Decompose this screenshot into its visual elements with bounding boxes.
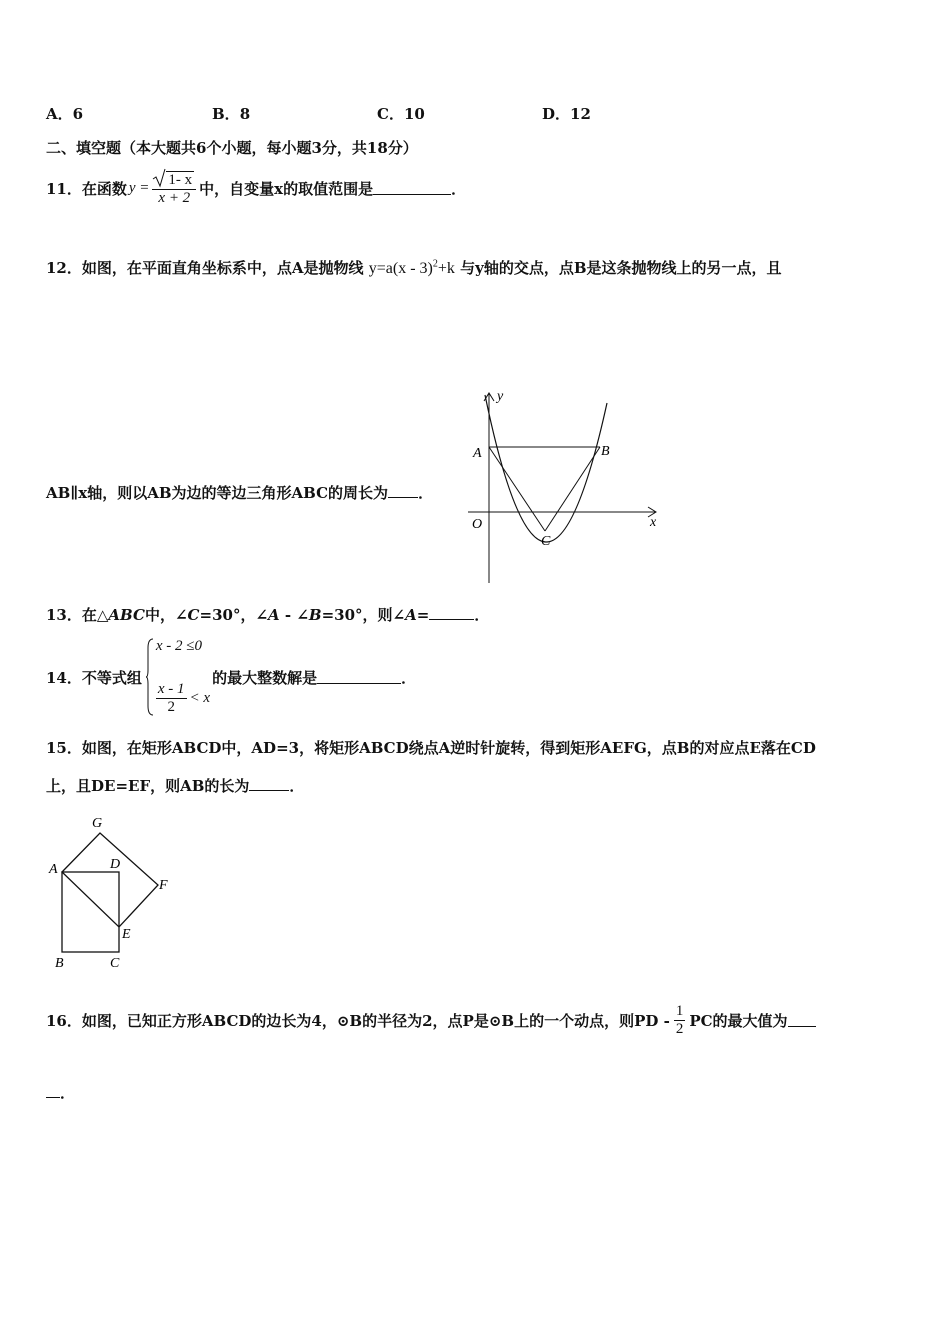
q14-row1: x - 2 ≤0 <box>155 638 203 654</box>
label-x: x <box>650 515 657 530</box>
label-g: G <box>92 816 103 831</box>
label-a: A <box>473 446 482 461</box>
q14-end: ． <box>401 668 417 687</box>
q16-frac-num: 1 <box>675 1002 684 1019</box>
question-15-line2 <box>46 775 304 796</box>
label-y: y <box>497 389 504 404</box>
q13-t2: 中，∠ <box>144 606 188 624</box>
q14-number: 14． <box>46 668 82 687</box>
q13-t6: = <box>416 606 430 624</box>
q13-t5: =30°，则∠ <box>321 606 406 624</box>
q16-end: ． <box>60 1084 76 1102</box>
q12-line2-text: AB∥x轴，则以AB为边的等边三角形ABC的周长为 <box>46 484 389 502</box>
q12-answer-blank <box>388 484 418 498</box>
q14-pre: 不等式组 <box>81 668 142 687</box>
q11-answer-blank <box>373 181 451 195</box>
q13-c: C <box>187 606 200 624</box>
q15-rectangle-figure <box>40 810 180 975</box>
q14-row2 <box>156 681 210 716</box>
q11-denominator: x + 2 <box>152 189 196 207</box>
q14-system <box>146 638 210 716</box>
option-a-value: 6 <box>72 105 84 123</box>
option-b-letter: B． <box>212 105 240 123</box>
label-c: C <box>541 534 551 549</box>
option-b <box>212 103 250 124</box>
question-16-line2 <box>46 1082 75 1103</box>
option-d-value: 12 <box>570 105 591 123</box>
q14-answer-blank <box>317 670 401 684</box>
q16-number: 16． <box>46 1011 82 1030</box>
q13-a: A <box>268 606 280 624</box>
segment-ac <box>489 447 545 531</box>
q14-lt: < x <box>189 690 211 706</box>
question-12-line2 <box>46 482 433 503</box>
question-11 <box>46 161 466 215</box>
label-d: D <box>110 857 121 872</box>
q12-formula-sup: 2 <box>432 258 438 270</box>
q16-post: PC的最大值为 <box>689 1011 788 1030</box>
question-14 <box>46 637 416 717</box>
label-o: O <box>472 517 483 532</box>
segment-bc <box>545 447 600 531</box>
q12-end: ． <box>418 484 434 502</box>
q12-formula-main: y=a <box>368 260 393 277</box>
q11-y-eq: y = <box>128 179 150 196</box>
q16-answer-blank-part1 <box>788 1013 816 1027</box>
q13-t4: - ∠ <box>279 606 309 624</box>
option-d-letter: D． <box>542 105 571 123</box>
question-12 <box>46 257 782 278</box>
q14-rows <box>154 638 210 716</box>
q13-a2: A <box>405 606 417 624</box>
q12-formula <box>369 260 455 277</box>
q14-fraction <box>156 681 187 716</box>
q13-end: ． <box>474 606 490 624</box>
option-a-letter: A． <box>46 105 73 123</box>
q12-formula-tail: +k <box>437 260 455 277</box>
question-13 <box>46 604 489 625</box>
q12-parabola-figure <box>460 385 670 585</box>
q13-t3: =30°，∠ <box>199 606 269 624</box>
option-a <box>46 103 83 124</box>
q13-b: B <box>308 606 322 624</box>
q12-pre: 如图，在平面直角坐标系中，点A是抛物线 <box>81 259 364 277</box>
q14-post: 的最大整数解是 <box>212 668 318 687</box>
q13-abc: ABC <box>108 606 145 624</box>
q11-sqrt <box>152 170 196 189</box>
q15-number: 15． <box>46 739 82 757</box>
label-c: C <box>110 956 120 971</box>
rectangle-aefg <box>62 833 158 927</box>
q11-number: 11． <box>46 179 82 198</box>
q14-frac-den: 2 <box>156 698 187 716</box>
option-c-letter: C． <box>377 105 404 123</box>
q11-post: 中，自变量x的取值范围是 <box>199 179 374 198</box>
q11-radicand: 1- x <box>168 171 193 188</box>
option-d <box>542 103 591 124</box>
q16-frac-den: 2 <box>675 1020 684 1037</box>
q11-end: ． <box>451 179 467 198</box>
q15-line2-text: 上，且DE=EF，则AB的长为 <box>46 777 250 795</box>
q11-fraction <box>152 170 196 207</box>
q16-answer-blank-part2 <box>46 1084 60 1098</box>
q16-pre: 如图，已知正方形ABCD的边长为4，⊙B的半径为2，点P是⊙B上的一个动点，则PD - <box>81 1011 670 1030</box>
q15-line1: 如图，在矩形ABCD中，AD=3，将矩形ABCD绕点A逆时针旋转，得到矩形AEFG，点B的对应点E落在CD <box>81 739 816 757</box>
q14-brace <box>146 638 154 716</box>
q12-post: 与y轴的交点，点B是这条抛物线上的另一点，且 <box>460 259 782 277</box>
label-b: B <box>55 956 64 971</box>
q15-end: ． <box>289 777 305 795</box>
question-16 <box>46 992 816 1048</box>
q11-pre: 在函数 <box>81 179 127 198</box>
q13-answer-blank <box>429 606 474 620</box>
label-b: B <box>601 444 610 459</box>
q15-answer-blank <box>249 777 289 791</box>
q12-number: 12． <box>46 259 82 277</box>
question-15 <box>46 737 816 758</box>
option-b-value: 8 <box>239 105 251 123</box>
label-f: F <box>159 878 168 893</box>
q16-fraction <box>674 1003 686 1038</box>
section-title: 二、填空题（本大题共6个小题，每小题3分，共18分） <box>46 139 418 157</box>
q12-formula-inner: (x - 3) <box>392 260 433 277</box>
q14-frac-num: x - 1 <box>157 681 185 697</box>
q11-radical-sign <box>152 168 166 188</box>
option-c <box>377 103 425 124</box>
label-a: A <box>49 862 58 877</box>
q13-number: 13． <box>46 606 82 624</box>
option-c-value: 10 <box>403 105 425 123</box>
label-e: E <box>122 927 131 942</box>
rectangle-abcd <box>62 872 119 952</box>
q13-t1: 在△ <box>81 606 109 624</box>
